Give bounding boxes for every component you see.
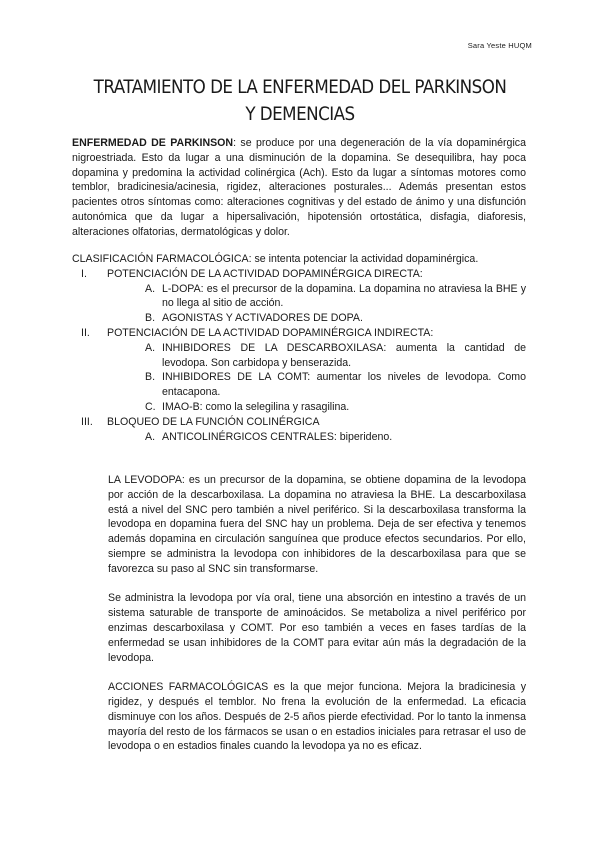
subitem-list (107, 430, 526, 445)
item-text: INHIBIDORES DE LA DESCARBOXILASA: aumenta la cantidad de levodopa. Son carbidopa y benserazida. (162, 341, 526, 369)
classification-list (72, 267, 526, 445)
levodopa-section (108, 473, 526, 754)
subitem-list (107, 282, 526, 326)
classification-block (72, 252, 526, 444)
classification-section (72, 267, 526, 326)
classification-title: CLASIFICACIÓN FARMACOLÓGICA: se intenta potenciar la actividad dopaminérgica. (72, 253, 479, 265)
paragraph-pharmacological-actions: ACCIONES FARMACOLÓGICAS es la que mejor funciona. Mejora la bradicinesia y rigidez, y después el temblor. No frena la evolución de la enfermedad. La eficacia disminuye con los años. Después de 2-5 años pierde efectividad. Por lo tanto la inmensa mayoría del resto de los fármacos se usan o en estadios iniciales para retrasar el uso de levodopa o en estadios finales cuando la levodopa ya no es eficaz. (108, 681, 526, 753)
intro-text: : se produce por una degeneración de la vía dopaminérgica nigroestriada. Esto da lugar a una disminución de la dopamina. Se desequilibra, hay poca dopamina y predomina la actividad colinérgica (Ach). Esto da lugar a síntomas motores como temblor, bradicinesia/acinesia, rigidez, alteraciones posturales... Además presentan estos pacientes otros síntomas como: alteraciones cognitivas y del estado de ánimo y una disfunción autonómica que da lugar a hipersalivación, hipotensión ortostática, disfagia, diaforesis, alteraciones olfatorias, dermatológicas y dolor. (72, 137, 526, 238)
page-title: TRATAMIENTO DE LA ENFERMEDAD DEL PARKINSON Y DEMENCIAS (93, 76, 507, 125)
item-text: ANTICOLINÉRGICOS CENTRALES: biperideno. (162, 430, 393, 443)
section-number: II. (81, 326, 90, 339)
item-text: IMAO-B: como la selegilina y rasagilina. (162, 400, 350, 413)
item-letter: A. (145, 282, 156, 295)
item-letter: A. (145, 341, 156, 354)
item-letter: B. (145, 371, 156, 384)
item-letter: A. (145, 430, 156, 443)
list-item (145, 370, 526, 400)
paragraph-levodopa: LA LEVODOPA: es un precursor de la dopamina, se obtiene dopamina de la levodopa por acción de la descarboxilasa. La dopamina no atraviesa la BHE. La descarboxilasa está a nivel del SNC pero también a nivel periférico. Si la descarboxilasa transforma la levodopa en dopamina fuera del SNC hay un problema. Deja de ser efectiva y tenemos además dopamina en circulación sanguínea que produce efectos secundarios. Por ello, siempre se administra la levodopa con inhibidores de la descarboxilasa para que se favorezca su paso al SNC sin transformarse. (108, 474, 526, 575)
list-item (145, 341, 526, 371)
intro-paragraph (72, 136, 526, 240)
item-text: L-DOPA: es el precursor de la dopamina. La dopamina no atraviesa la BHE y no llega al sitio de acción. (162, 282, 526, 310)
classification-section (72, 326, 526, 415)
item-letter: C. (145, 400, 156, 413)
section-number: III. (81, 415, 93, 428)
author-name: Sara Yeste HUQM (467, 41, 532, 50)
section-label: POTENCIACIÓN DE LA ACTIVIDAD DOPAMINÉRGICA INDIRECTA: (107, 326, 434, 339)
item-letter: B. (145, 312, 156, 325)
intro-term: ENFERMEDAD DE PARKINSON (72, 137, 234, 149)
section-label: BLOQUEO DE LA FUNCIÓN COLINÉRGICA (107, 415, 320, 428)
list-item (145, 430, 526, 445)
section-number: I. (81, 267, 87, 280)
subitem-list (107, 341, 526, 415)
item-text: INHIBIDORES DE LA COMT: aumentar los niveles de levodopa. Como entacapona. (162, 371, 526, 399)
classification-section (72, 415, 526, 445)
item-text: AGONISTAS Y ACTIVADORES DE DOPA. (162, 312, 363, 325)
paragraph-administration: Se administra la levodopa por vía oral, tiene una absorción en intestino a través de un sistema saturable de transporte de aminoácidos. Se metaboliza a nivel periférico por enzimas descarboxilasa y COMT. Por eso también a veces en fases tardías de la enfermedad se usan inhibidores de la COMT para evitar aún más la degradación de la levodopa. (108, 592, 526, 664)
list-item (145, 400, 526, 415)
list-item (145, 311, 526, 326)
section-label: POTENCIACIÓN DE LA ACTIVIDAD DOPAMINÉRGICA DIRECTA: (107, 267, 423, 280)
list-item (145, 282, 526, 312)
